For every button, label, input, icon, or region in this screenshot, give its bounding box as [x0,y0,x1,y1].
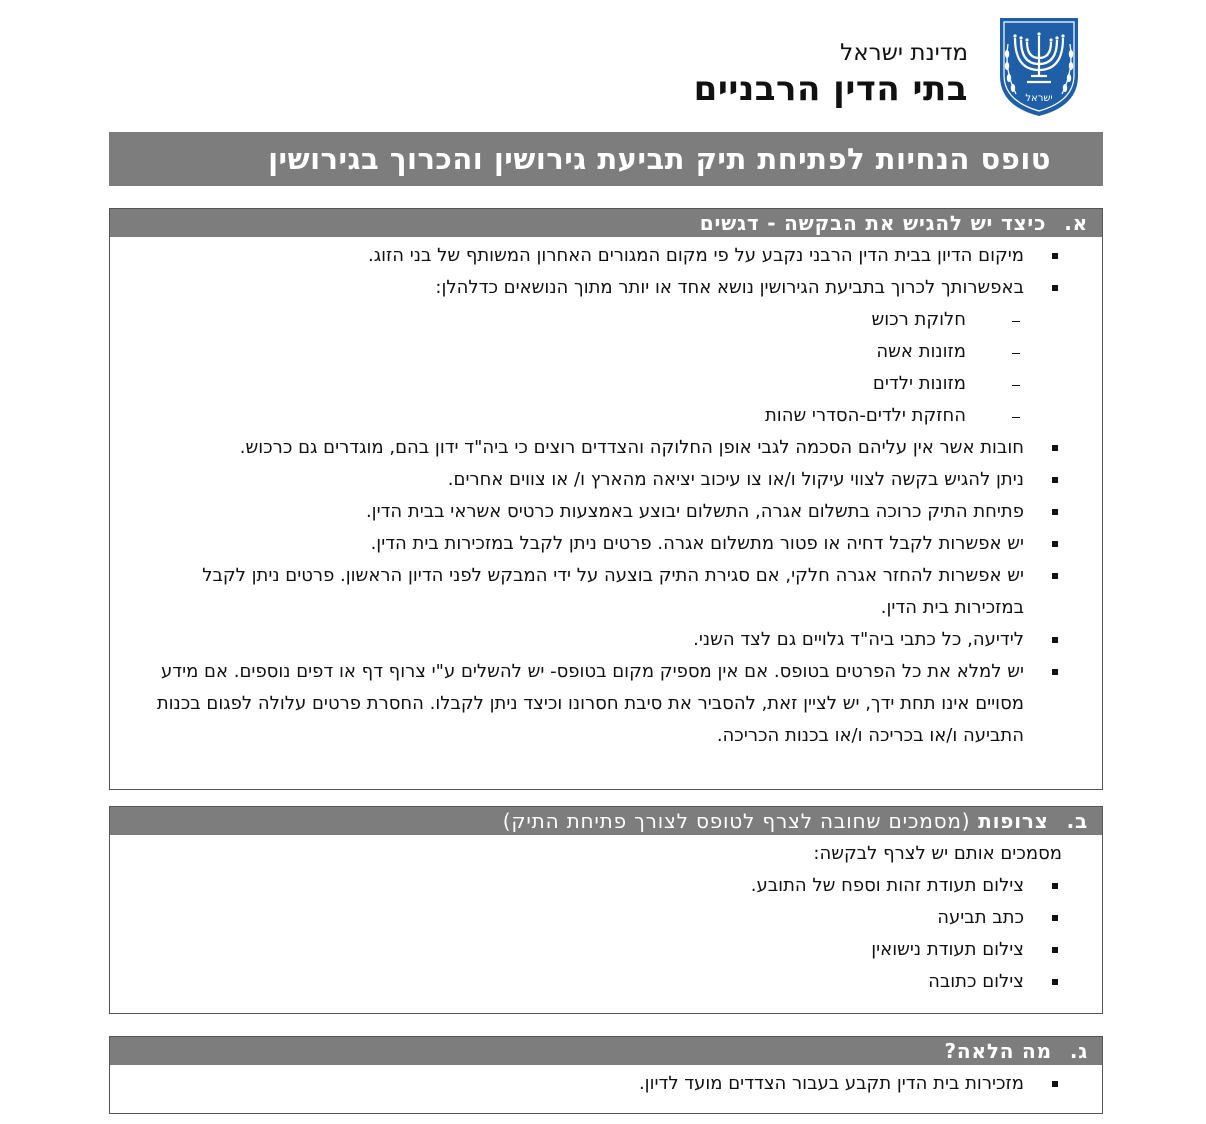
section-b-letter: ב. [1066,809,1088,833]
list-item: פתיחת התיק כרוכה בתשלום אגרה, התשלום יבוצע באמצעות כרטיס אשראי בבית הדין. [128,496,1062,528]
list-item: צילום תעודת נישואין [128,934,1062,966]
emblem-caption: ישראל [1025,93,1053,104]
section-a-letter: א. [1064,211,1088,235]
list-item: כתב תביעה [128,902,1062,934]
section-b-list [128,870,1062,998]
section-b-intro: מסמכים אותם יש לצרף לבקשה: [813,843,1062,864]
state-emblem-icon [996,14,1082,118]
list-item: יש אפשרות להחזר אגרה חלקי, אם סגירת התיק בוצעה על ידי המבקש לפני הדיון הראשון. פרטים ניתן לקבל במזכירות בית הדין. [128,560,1062,624]
list-item: מיקום הדיון בבית הדין הרבני נקבע על פי מקום המגורים האחרון המשותף של בני הזוג. [128,240,1062,272]
section-c-body [110,1065,1102,1100]
header-text [694,38,968,110]
sub-item: מזונות ילדים [128,368,1062,400]
organization-name: בתי הדין הרבניים [693,69,968,109]
section-b [109,806,1103,1014]
sub-item: חלוקת רכוש [128,304,1062,336]
list-item-text: באפשרותך לכרוך בתביעת הגירושין נושא אחד או יותר מתוך הנושאים כדלהלן: [435,277,1024,298]
section-a-body [110,237,1102,752]
list-item [128,272,1062,304]
section-b-heading [110,807,1102,835]
form-title: טופס הנחיות לפתיחת תיק תביעת גירושין והכרוך בגירושין [109,132,1103,186]
sub-item: מזונות אשה [128,336,1062,368]
list-item: ניתן להגיש בקשה לצווי עיקול ו/או צו עיכוב יציאה מהארץ ו/ או צווים אחרים. [128,464,1062,496]
list-item: יש למלא את כל הפרטים בטופס. אם אין מספיק מקום בטופס- יש להשלים ע"י צרוף דף או דפים נוספים. אם מידע מסויים אינו תחת ידך, יש לציין זאת, להסביר את סיבת חסרונו וכיצד ניתן לקבלו. החסרת פרטים עלולה לפגום בכנות התביעה ו/או בכריכה ו/או בכנות הכריכה. [128,656,1062,752]
list-item: לידיעה, כל כתבי ביה"ד גלויים גם לצד השני. [128,624,1062,656]
section-b-title: צרופות [978,809,1049,833]
list-item: מזכירות בית הדין תקבע בעבור הצדדים מועד לדיון. [128,1068,1062,1100]
section-a-sublist [128,304,1062,432]
section-c [109,1036,1103,1114]
section-a-list [128,240,1062,304]
section-b-body [110,835,1102,998]
section-c-list [128,1068,1062,1100]
section-c-title: מה הלאה? [944,1039,1052,1063]
section-b-subtitle: (מסמכים שחובה לצרף לטופס לצורך פתיחת התיק) [502,809,971,833]
section-c-heading [110,1037,1102,1065]
section-a-title: כיצד יש להגיש את הבקשה - דגשים [699,211,1047,235]
list-item: צילום כתובה [128,966,1062,998]
section-a-list-cont [128,432,1062,752]
section-c-letter: ג. [1069,1039,1088,1063]
list-item: יש אפשרות לקבל דחיה או פטור מתשלום אגרה. פרטים ניתן לקבל במזכירות בית הדין. [128,528,1062,560]
section-a [109,208,1103,790]
state-name: מדינת ישראל [840,40,968,66]
page-header [0,0,1206,130]
sub-item: החזקת ילדים-הסדרי שהות [128,400,1062,432]
list-item: צילום תעודת זהות וספח של התובע. [128,870,1062,902]
list-item: חובות אשר אין עליהם הסכמה לגבי אופן החלוקה והצדדים רוצים כי ביה"ד ידון בהם, מוגדרים גם כרכוש. [128,432,1062,464]
section-a-heading [110,209,1102,237]
